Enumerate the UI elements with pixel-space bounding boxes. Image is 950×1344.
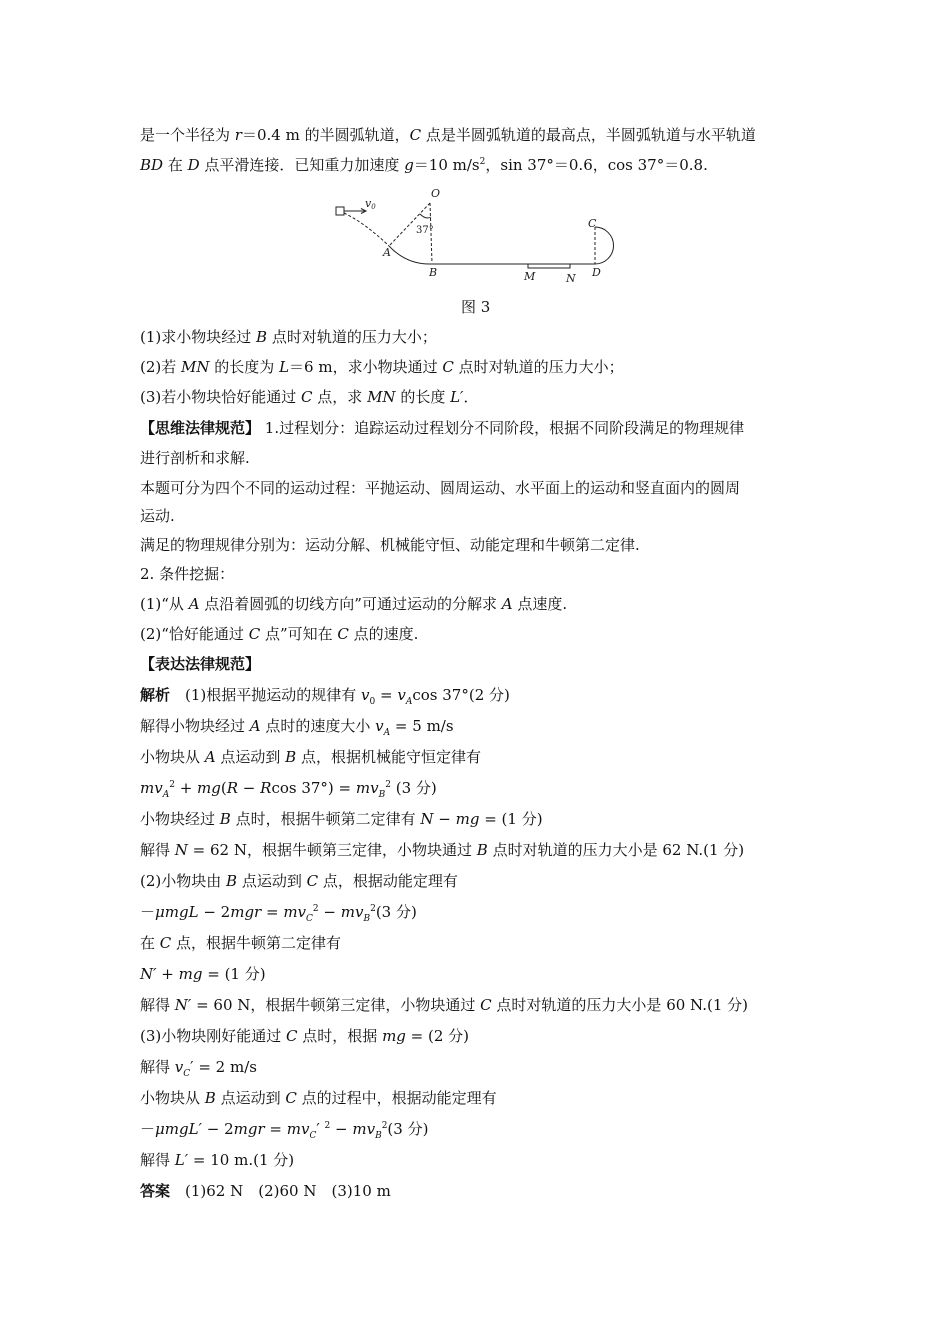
expression-heading: 【表达法律规范】 (140, 655, 261, 673)
intro-line-2: BD 在 D 点平滑连接．已知重力加速度 g＝10 $m/s^2$，sin 37°＝0.6，cos 37°＝0.8. (140, 156, 708, 174)
label-a: A (383, 246, 391, 259)
label-v0: v0 (365, 197, 376, 211)
solution-line-14: 小物块从 B 点运动到 C 点的过程中，根据动能定理有 (140, 1089, 497, 1107)
solution-line-3: 小物块从 A 点运动到 B 点，根据机械能守恒定律有 (140, 748, 481, 766)
label-angle: 37° (416, 225, 434, 236)
thinking-line-8: (2)“恰好能通过 C 点”可知在 C 点的速度. (140, 625, 419, 643)
label-o: O (431, 187, 441, 200)
label-b: B (429, 266, 438, 279)
solution-line-13: 解得 $v_C' = 2$ m/s (140, 1058, 257, 1079)
thinking-line-7: (1)“从 A 点沿着圆弧的切线方向”可通过运动的分解求 A 点速度. (140, 595, 568, 613)
rough-section-mn (528, 264, 570, 268)
thinking-line-3: 本题可分为四个不同的运动过程：平抛运动、圆周运动、水平面上的运动和竖直面内的圆周 (140, 479, 741, 497)
solution-line-2: 解得小物块经过 A 点时的速度大小 $v_A = 5$ m/s (140, 717, 454, 738)
solution-line-10: N′ + mg = (1 分) (140, 965, 266, 983)
thinking-heading: 【思维法律规范】 (140, 419, 261, 437)
thinking-line-1: 【思维法律规范】 1.过程划分：追踪运动过程划分不同阶段，根据不同阶段满足的物理规律 (140, 419, 745, 437)
semicircle-track (595, 227, 614, 264)
answer-line: 答案 (1)62 N (2)60 N (3)10 m (140, 1182, 391, 1200)
question-2: (2)若 MN 的长度为 L＝6 m，求小物块通过 C 点时对轨道的压力大小； (140, 358, 624, 376)
answer-label: 答案 (140, 1182, 171, 1200)
label-m: M (524, 270, 536, 283)
label-d: D (592, 266, 601, 279)
thinking-line-6: 2. 条件挖掘： (140, 565, 235, 583)
solution-line-6: 解得 N = 62 N，根据牛顿第三定律，小物块通过 B 点时对轨道的压力大小是 62 N.(1 分) (140, 841, 745, 859)
solution-line-7: (2)小物块由 B 点运动到 C 点，根据动能定理有 (140, 872, 458, 890)
solution-line-12: (3)小物块刚好能通过 C 点时，根据 mg = (2 分) (140, 1027, 470, 1045)
label-n: N (566, 272, 576, 285)
thinking-line-2: 进行剖析和求解. (140, 449, 250, 467)
question-1: (1)求小物块经过 B 点时对轨道的压力大小； (140, 328, 437, 346)
solution-line-5: 小物块经过 B 点时，根据牛顿第二定律有 N − mg = (1 分) (140, 810, 543, 828)
solution-line-1: 解析 (1)根据平抛运动的规律有 $v_0 = v_A\cos$ 37°(2 分) (140, 686, 510, 707)
block-shape (336, 207, 344, 215)
solution-line-4: $mv_A^2 + mg(R - Rcos$ $37^\circ) = mv_B^2$ (3 分) (140, 779, 437, 800)
thinking-line-4: 运动. (140, 507, 175, 525)
trajectory-dashed (344, 213, 389, 246)
circular-arc-track (389, 246, 432, 264)
thinking-line-5: 满足的物理规律分别为：运动分解、机械能守恒、动能定理和牛顿第二定律. (140, 536, 640, 554)
intro-line-1: 是一个半径为 r＝0.4 m 的半圆弧轨道，C 点是半圆弧轨道的最高点，半圆弧轨道与水平轨道 (140, 126, 756, 144)
physics-diagram (335, 185, 625, 285)
label-c: C (588, 217, 597, 230)
question-3: (3)若小物块恰好能通过 C 点，求 MN 的长度 L′． (140, 388, 479, 406)
solution-line-9: 在 C 点，根据牛顿第二定律有 (140, 934, 342, 952)
angle-arc (420, 214, 431, 218)
solution-line-16: 解得 L′ = 10 m.(1 分) (140, 1151, 295, 1169)
solution-line-15: $-\mu mgL' - 2mgr = mv_C'$ $^2 - mv_B^2(3$ 分) (140, 1120, 429, 1141)
solution-line-11: 解得 N′ = 60 N，根据牛顿第三定律，小物块通过 C 点时对轨道的压力大小是 60 N.(1 分) (140, 996, 748, 1014)
figure-caption: 图 3 (461, 298, 491, 316)
solution-line-8: $-\mu mgL - 2mgr = mv_C^2 - mv_B^2(3$ 分) (140, 903, 417, 924)
